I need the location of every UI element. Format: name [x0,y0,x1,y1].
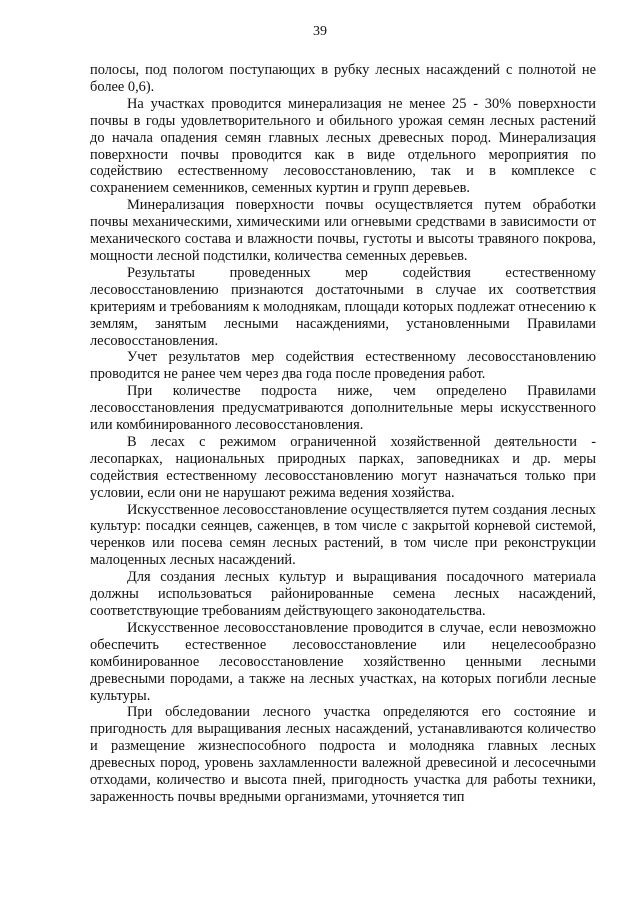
paragraph-continuation: полосы, под пологом поступающих в рубку лесных насаждений с полнотой не более 0,6). [90,62,596,95]
paragraph-planting-material: Для создания лесных культур и выращивания посадочного материала должны использоваться районированные семена лесных насаждений, соответствующие требованиям действующего законодательства. [90,569,596,619]
paragraph-additional-measures: При количестве подроста ниже, чем определено Правилами лесовосстановления предусматриваются дополнительные меры искусственного или комбинированного лесовосстановления. [90,383,596,434]
paragraph-artificial-reforestation: Искусственное лесовосстановление осуществляется путем создания лесных культур: посадки сеянцев, саженцев, в том числе с закрытой корневой системой, черенков или посева семян лесных растений, в том числе при реконструкции малоценных лесных насаждений. [90,501,596,569]
paragraph-results-criteria: Результаты проведенных мер содействия естественному лесовосстановлению признаются достаточными в случае их соответствия критериям и требованиям к молоднякам, площади которых подлежат отнесению к землям, занятым лесными насаждениями, установленными Правилами лесовосстановления. [90,264,596,349]
body-text [90,62,596,806]
paragraph-restricted-forests: В лесах с режимом ограниченной хозяйственной деятельности - лесопарках, национальных природных парках, заповедниках и др. меры содействия естественному лесовосстановлению могут назначаться только при условии, если они не нарушают режима ведения хозяйства. [90,433,596,501]
paragraph-mineralization-scope: На участках проводится минерализация не менее 25 - 30% поверхности почвы в годы удовлетворительного и обильного урожая семян лесных растений до начала опадения семян главных лесных древесных пород. Минерализация поверхности почвы проводится как в виде отдельного мероприятия по содействию естественному лесовосстановлению, так и в комплексе с сохранением семенников, семенных куртин и групп деревьев. [90,95,596,197]
paragraph-site-survey: При обследовании лесного участка определяются его состояние и пригодность для выращивания лесных насаждений, устанавливаются количество и размещение жизнеспособного подроста и молодняка главных лесных древесных пород, уровень захламленности валежной древесиной и лесосечными отходами, количество и высота пней, пригодность участка для работы техники, зараженность почвы вредными организмами, уточняется тип [90,704,596,805]
paragraph-results-accounting: Учет результатов мер содействия естественному лесовосстановлению проводится не ранее чем через два года после проведения работ. [90,349,596,383]
page-number: 39 [313,24,327,39]
paragraph-artificial-conditions: Искусственное лесовосстановление проводится в случае, если невозможно обеспечить естественное лесовосстановление или нецелесообразно комбинированное лесовосстановление хозяйственно ценными лесными древесными породами, а также на лесных участках, на которых погибли лесные культуры. [90,619,596,704]
paragraph-mineralization-methods: Минерализация поверхности почвы осуществляется путем обработки почвы механическими, химическими или огневыми средствами в зависимости от механического состава и влажности почвы, густоты и высоты травяного покрова, мощности лесной подстилки, количества семенных деревьев. [90,197,596,264]
